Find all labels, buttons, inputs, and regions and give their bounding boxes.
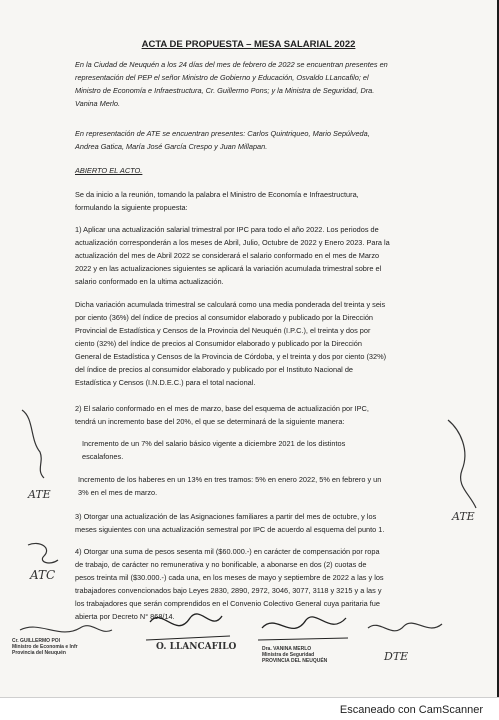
right-signature-stamp [262, 646, 327, 664]
stamp-line: Ministra de Seguridad [262, 652, 315, 658]
increment-line: escalafones. [82, 452, 124, 461]
intro-line: En la Ciudad de Neuquén a los 24 días del mes de febrero de 2022 se encuentran presentes en [75, 60, 388, 69]
point-4-line: los trabajadores que serán comprendidos en el Convenio Colectivo General cuya paritaria fue [75, 599, 380, 608]
point-4-line: abierta por Decreto N° 868/14. [75, 612, 175, 621]
point-3-line: 3) Otorgar una actualización de las Asignaciones familiares a partir del mes de octubre, y los [75, 512, 377, 521]
stamp-line: Ministro de Economía e Infr [12, 644, 78, 650]
intro-line: Vanina Merlo. [75, 99, 121, 108]
margin-note-right-1: ATE [452, 510, 475, 523]
variation-line: Estadística y Censos (I.N.D.E.C.) para el total nacional. [75, 378, 256, 387]
point-1-line: 2022 y en las actualizaciones siguientes se aplicará la variación acumulada trimestral sobre el [75, 264, 382, 273]
tramos-line: 3% en el mes de marzo. [78, 488, 158, 497]
variation-line: Dicha variación acumulada trimestral se calculará como una media ponderada del treinta y seis [75, 300, 386, 309]
center-signature-name: O. LLANCAFILO [156, 642, 237, 652]
point-4-line: pesos treinta mil ($30.000.-) cada una, en los meses de mayo y septiembre de 2022 a las y los [75, 573, 384, 582]
intro-line: Ministro de Economía e Infraestructura, Cr. Guillermo Pons; y la Ministra de Seguridad, Dra. [75, 86, 375, 95]
ate-line: En representación de ATE se encuentran presentes: Carlos Quintriqueo, Mario Sepúlveda, [75, 129, 370, 138]
tramos-line: Incremento de los haberes en un 13% en tres tramos: 5% en enero 2022, 5% en febrero y un [78, 475, 382, 484]
document-title: ACTA DE PROPUESTA – MESA SALARIAL 2022 [141, 39, 356, 50]
point-1-line: actualización corresponderán a los meses de Abril, Julio, Octubre de 2022 y Enero 2023. Para la [75, 238, 390, 247]
point-3-line: meses siguientes con una actualización semestral por IPC de acuerdo al esquema del punto 1. [75, 525, 385, 534]
ate-line: Andrea Gatica, María José García Crespo y Juan Millapan. [75, 142, 268, 151]
variation-line: del índice de precios al consumidor elaborado y publicado por el Instituto Nacional de [75, 365, 354, 374]
stamp-line: PROVINCIA DEL NEUQUÉN [262, 658, 328, 664]
point-1-line: actualización del mes de Abril 2022 se considerará el salario conformado en el mes de Marzo [75, 251, 380, 260]
variation-line: Provincial de Estadística y Censos de la Provincia del Neuquén (I.P.C.), el treinta y dos por [75, 326, 371, 335]
intro-line: representación del PEP el señor Ministro de Gobierno y Educación, Osvaldo LLancafilo; el [75, 73, 369, 82]
left-signature-stamp [12, 638, 78, 656]
section-heading: ABIERTO EL ACTO. [75, 166, 143, 175]
point-2-line: tendrá un incremento base del 20%, el que se determinará de la siguiente manera: [75, 417, 345, 426]
margin-note-left-1: ATE [28, 488, 51, 501]
point-1-line: salario conformado en la ultima actualización. [75, 277, 224, 286]
opening-line: formulando la siguiente propuesta: [75, 203, 188, 212]
margin-note-left-2: ATC [30, 568, 56, 582]
point-1-line: 1) Aplicar una actualización salarial trimestral por IPC para todo el año 2022. Los periodos de [75, 225, 379, 234]
stamp-line: Provincia del Neuquén [12, 650, 66, 656]
increment-line: Incremento de un 7% del salario básico vigente a diciembre 2021 de los distintos [82, 439, 346, 448]
stamp-line: Dra. VANINA MERLO [262, 646, 312, 652]
point-2-line: 2) El salario conformado en el mes de marzo, base del esquema de actualización por IPC, [75, 404, 369, 413]
point-4-line: 4) Otorgar una suma de pesos sesenta mil ($60.000.-) en carácter de compensación por ropa [75, 547, 380, 556]
scanner-label: Escaneado con CamScanner [339, 704, 483, 716]
variation-line: por ciento (36%) del índice de precios al consumidor elaborado y publicado por la Dirección [75, 313, 373, 322]
variation-line: General de Estadística y Censos de la Provincia de Córdoba, y el treinta y dos por ciento (32%) [75, 352, 387, 361]
stamp-line: Cr. GUILLERMO POI [12, 638, 61, 644]
point-4-line: de trabajo, de carácter no remunerativa y no bonificable, a abonarse en dos (2) cuotas de [75, 560, 367, 569]
variation-line: ciento (32%) del índice de precios al Consumidor elaborado y publicado por la Dirección [75, 339, 362, 348]
signature-note-right: DTE [384, 650, 409, 663]
opening-line: Se da inicio a la reunión, tomando la palabra el Ministro de Economía e Infraestructura, [75, 190, 359, 199]
point-4-line: trabajadores convencionados bajo Leyes 2830, 2890, 2972, 3046, 3077, 3118 y 3215 y a las y [75, 586, 382, 595]
